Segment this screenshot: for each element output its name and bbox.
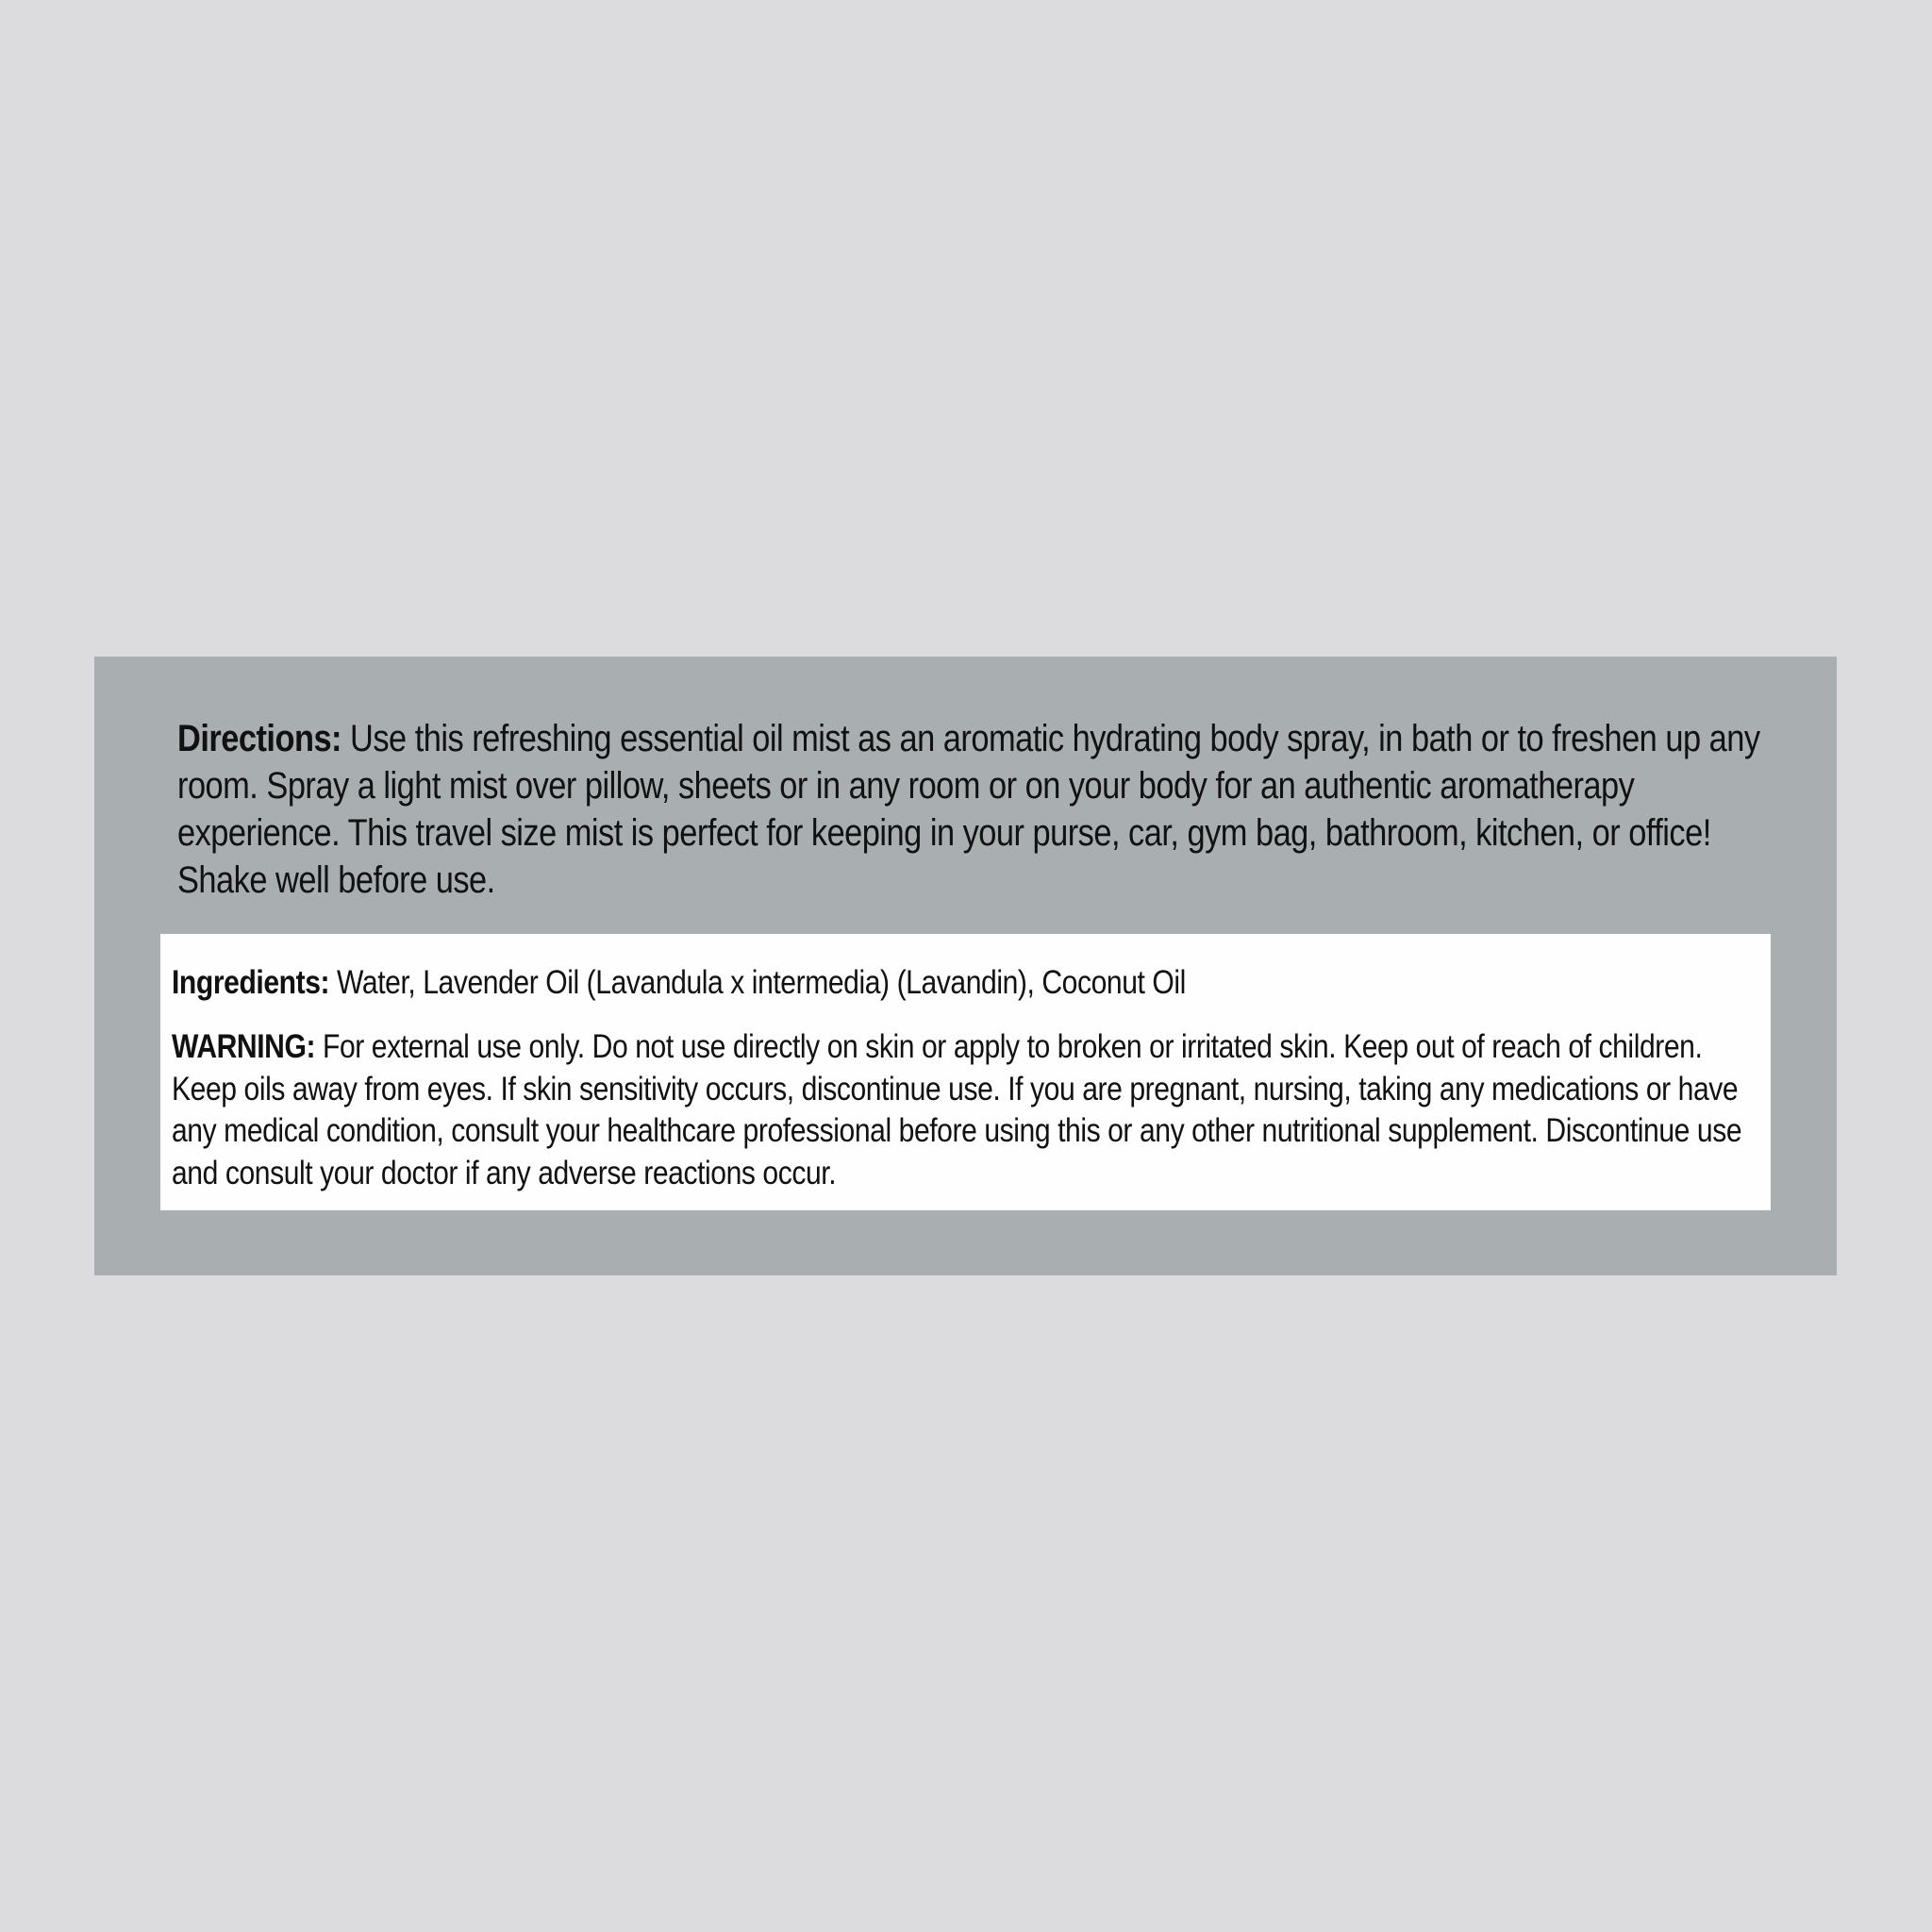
warning-section — [172, 1026, 1762, 1194]
directions-text: Use this refreshing essential oil mist as an aromatic hydrating body spray, in bath or to freshen up any room. Spray a light mist over pillow, sheets or in any room or on your body for an authentic aromatherapy experience. This travel size mist is perfect for keeping in your purse, car, gym bag, bathroom, kitchen, or office! Shake well before use. — [177, 718, 1760, 901]
product-label-panel — [94, 657, 1837, 1275]
ingredients-heading: Ingredients: — [172, 964, 330, 1001]
ingredients-warning-box — [160, 934, 1771, 1210]
warning-heading: WARNING: — [172, 1028, 316, 1065]
ingredients-text: Water, Lavender Oil (Lavandula x intermedia) (Lavandin), Coconut Oil — [329, 964, 1186, 1001]
ingredients-section — [172, 962, 1762, 1004]
directions-section — [177, 715, 1800, 904]
warning-text: For external use only. Do not use directly on skin or apply to broken or irritated skin. Keep out of reach of children. Keep oils away from eyes. If skin sensitivity occurs, discontinue use. If you are pregnant, nursing, taking any medications or have any medical condition, consult your healthcare professional before using this or any other nutritional supplement. Discontinue use and consult your doctor if any adverse reactions occur. — [172, 1028, 1742, 1191]
directions-heading: Directions: — [177, 718, 342, 759]
